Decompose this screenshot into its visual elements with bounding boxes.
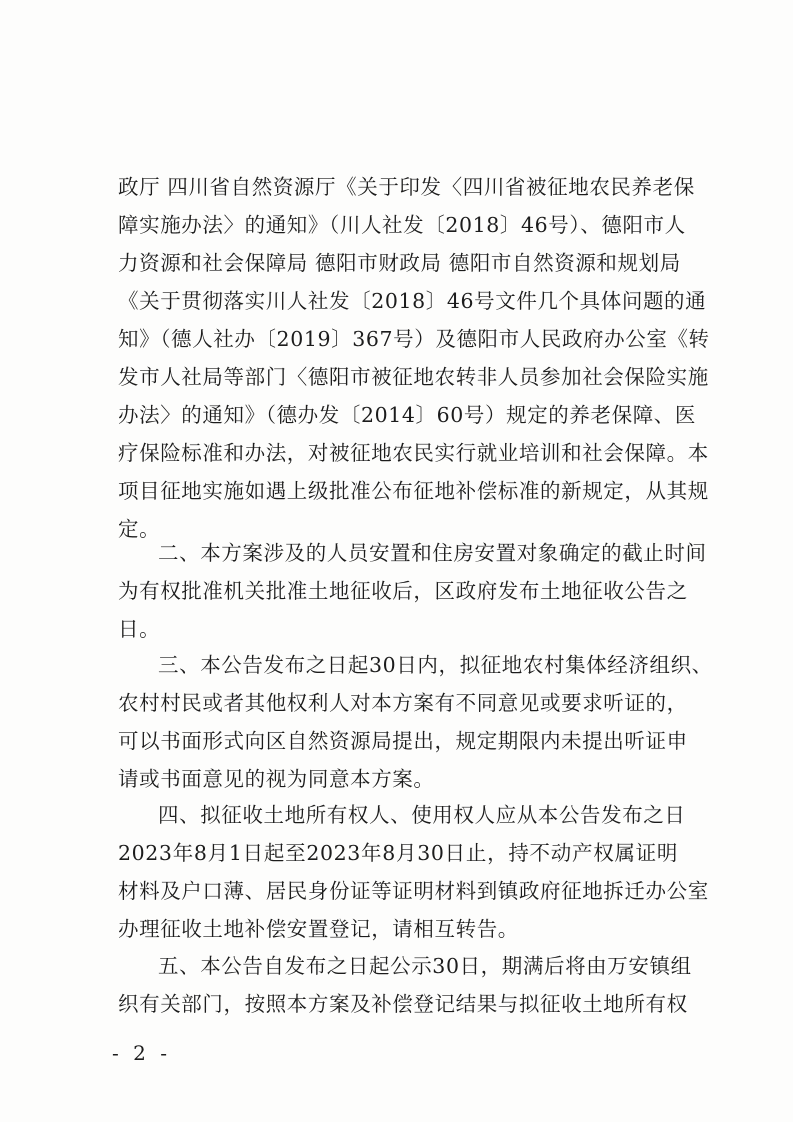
paragraph-3-start: 三、本公告发布之日起30日内，拟征地农村集体经济组织、 <box>158 653 713 677</box>
text-line: 请或书面意见的视为同意本方案。 <box>118 767 435 791</box>
text-line: 障实施办法〉的通知》（川人社发〔2018〕46号）、德阳市人 <box>118 213 686 237</box>
text-line: 可以书面形式向区自然资源局提出，规定期限内未提出听证申 <box>118 729 688 753</box>
text-line: 材料及户口薄、居民身份证等证明材料到镇政府征地拆迁办公室 <box>118 879 709 903</box>
text-line: 2023年8月1日起至2023年8月30日止，持不动产权属证明 <box>118 841 678 865</box>
page-number: - 2 - <box>112 1041 171 1065</box>
paragraph-5-start: 五、本公告自发布之日起公示30日，期满后将由万安镇组 <box>158 954 692 978</box>
paragraph-2-start: 二、本方案涉及的人员安置和住房安置对象确定的截止时间 <box>158 541 707 565</box>
text-line: 办理征收土地补偿安置登记，请相互转告。 <box>118 917 519 941</box>
text-line: 知》（德人社办〔2019〕367号）及德阳市人民政府办公室《转 <box>118 327 710 351</box>
text-line: 日。 <box>118 617 161 641</box>
text-line: 农村村民或者其他权利人对本方案有不同意见或要求听证的， <box>118 691 688 715</box>
text-line: 疗保险标准和办法，对被征地农民实行就业培训和社会保障。本 <box>118 441 709 465</box>
text-line: 力资源和社会保障局 德阳市财政局 德阳市自然资源和规划局 <box>118 251 681 275</box>
text-line: 织有关部门，按照本方案及补偿登记结果与拟征收土地所有权 <box>118 992 688 1016</box>
text-line: 发市人社局等部门〈德阳市被征地农转非人员参加社会保险实施 <box>118 365 709 389</box>
text-line: 为有权批准机关批准土地征收后，区政府发布土地征收公告之 <box>118 579 688 603</box>
text-line: 办法〉的通知》（德办发〔2014〕60号）规定的养老保障、医 <box>118 403 697 427</box>
text-line: 政厅 四川省自然资源厅《关于印发〈四川省被征地农民养老保 <box>118 175 695 199</box>
text-line: 《关于贯彻落实川人社发〔2018〕46号文件几个具体问题的通 <box>118 289 707 313</box>
text-line: 项目征地实施如遇上级批准公布征地补偿标准的新规定，从其规 <box>118 479 709 503</box>
paragraph-4-start: 四、拟征收土地所有权人、使用权人应从本公告发布之日 <box>158 803 686 827</box>
text-line: 定。 <box>118 517 161 541</box>
